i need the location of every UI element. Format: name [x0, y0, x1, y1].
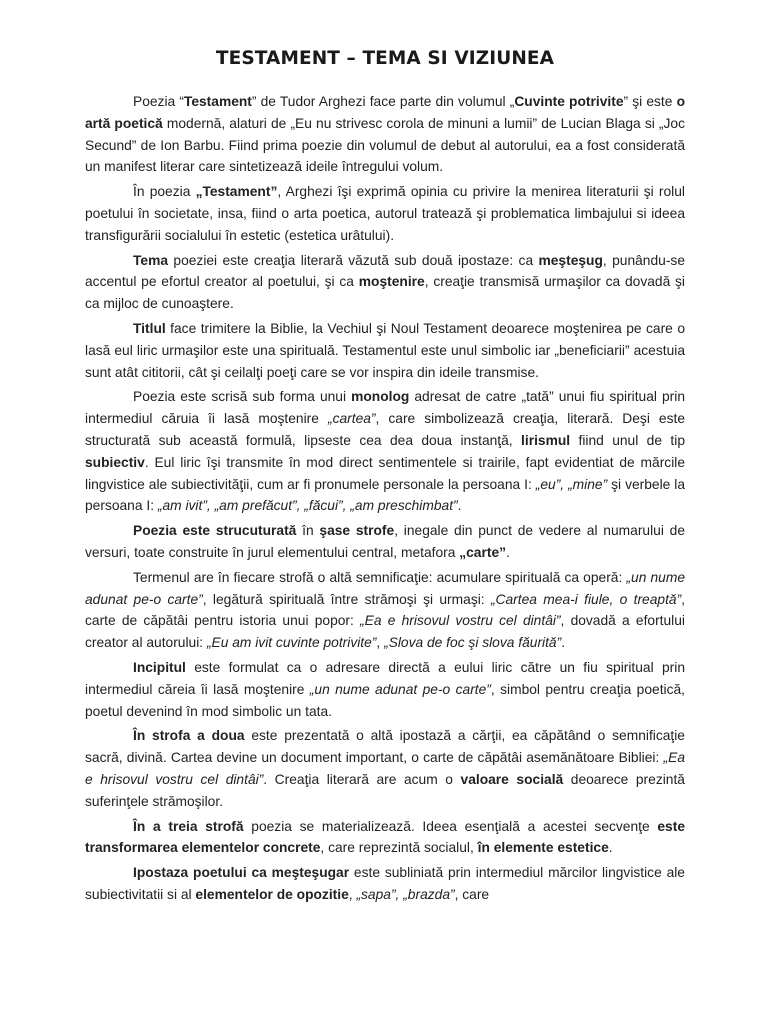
bold-run: Cuvinte potrivite [514, 94, 624, 109]
italic-run: „eu”, „mine” [535, 476, 608, 492]
text-run: , simbol pentru creaţia poetică, poetul devenind în mod simbolic un tata. [85, 681, 686, 719]
italic-run: „Ea e hrisovul vostru cel dintâi” [360, 613, 561, 629]
bold-run: monolog [351, 389, 410, 405]
bold-run: elementelor de opozitie [195, 886, 349, 902]
text-run: , creaţie transmisă urmaşilor ca dovadă şi ca mijloc de cunoaştere. [85, 274, 685, 312]
text-run: fiind unul de tip [570, 432, 685, 448]
text-run: Poezia este scrisă sub forma unui [133, 389, 352, 405]
text-run: modernă, alaturi de „Eu nu strivesc corola de minuni a lumii” de Lucian Blaga si „Joc Secund” de Ion Barbu. Fiind prima poezie din volumul de debut al autorului, ea a fost considerată un manifest literar care sintetizează ideile întregului volum. [85, 115, 686, 175]
text-run: Termenul are în fiecare strofă o altă semnificaţie: acumulare spirituală ca operă: [133, 569, 627, 585]
text-run: , legătură spirituală între strămoşi şi urmaşi: [202, 591, 491, 607]
paragraph-incipitul [85, 657, 685, 722]
text-run: , [376, 635, 385, 651]
italic-run: „un nume adunat pe-o carte” [309, 681, 491, 697]
bold-run: moştenire [358, 274, 425, 290]
text-run: . [608, 840, 613, 856]
bold-run: meşteşug [538, 252, 603, 268]
paragraph-tema [85, 250, 685, 315]
text-run: , punându-se accentul pe efortul creator al poetului, şi ca [85, 252, 685, 290]
paragraph-strofe [85, 520, 685, 564]
bold-run: Ipostaza poetului ca meşteşugar [133, 865, 350, 881]
bold-run: „carte” [459, 544, 507, 560]
text-run: , inegale din punct de vedere al numarului de versuri, toate construite în jurul elementului central, metafora [85, 523, 686, 560]
italic-run: „un nume adunat pe-o carte” [85, 569, 685, 607]
text-run: , care [454, 886, 490, 902]
text-run: În poezia [133, 184, 196, 200]
text-run: . Creaţia literară are acum o [263, 771, 461, 787]
text-run: poeziei este creaţia literară văzută sub două ipostaze: ca [168, 252, 539, 268]
text-run: , Arghezi îşi exprimă opinia cu privire la menirea literaturii şi rolul poetului în societate, insa, fiind o arta poetica, autorul tratează şi problematica limbajului si ideea transfigurării socialului în estetic (estetica urâtului). [85, 184, 685, 243]
paragraph-strofa3 [85, 816, 685, 860]
text-run: este subliniată prin intermediul mărcilor lingvistice ale subiectivitatii si al [85, 865, 685, 902]
paragraph-strofa2 [85, 725, 685, 812]
text-run: . [561, 635, 566, 651]
bold-run: lirismul [521, 432, 571, 448]
bold-run: „Testament” [195, 184, 278, 200]
bold-run: şase strofe [319, 523, 395, 539]
text-run: , dovadă a efortului creator al autorului: [85, 613, 685, 651]
paragraph-ipostaza [85, 862, 685, 906]
italic-run: „Slova de foc şi slova făurită” [384, 635, 562, 651]
italic-run: „cartea” [327, 411, 376, 427]
text-run: poezia se materializează. Ideea esenţială a acestei secvenţe [243, 818, 658, 834]
text-run: face trimitere la Biblie, la Vechiul şi Noul Testament deoarece moştenirea pe care o lasă eul liric urmaşilor este una spirituală. Testamentul este unul simbolic iar „beneficiarii” acestuia sunt atât cititorii, cât şi ceilalţi poeţi care se vor inspira din ideile transmise. [85, 320, 685, 380]
text-run: , care simbolizează creaţia, literară. Deşi este structurată sub această formulă, lipseste cea dea doua instanţă, [85, 411, 685, 448]
italic-run: „Ea e hrisovul vostru cel dintâi” [85, 750, 685, 787]
bold-run: În a treia strofă [133, 818, 244, 834]
paragraph-titlul [85, 318, 685, 383]
paragraph-monolog [85, 386, 685, 517]
text-run: ” şi este [623, 94, 677, 109]
bold-run: valoare socială [460, 771, 564, 787]
text-run: . Eul liric îşi transmite în mod direct sentimentele si trairile, fapt evidentiat de mărcile lingvistice ale subiectivităţii, cum ar fi pronumele personale la persoana I: [85, 454, 685, 492]
text-run: deoarece prezintă suferinţele strămoşilor. [85, 771, 685, 809]
text-run: în [296, 523, 320, 539]
bold-run: este transformarea elementelor concrete [85, 818, 685, 856]
text-run: şi verbele la persoana I: [85, 476, 686, 514]
text-run: , care reprezintă socialul, [320, 840, 478, 856]
text-run: adresat de catre „tată” unui fiu spiritual prin intermediul căruia îi lasă moştenire [85, 389, 686, 427]
bold-run: subiectiv [85, 454, 145, 470]
bold-run: Tema [133, 252, 169, 268]
text-run: , [348, 886, 357, 902]
italic-run: „Eu am ivit cuvinte potrivite” [206, 635, 377, 651]
text-run: . [457, 498, 462, 514]
bold-run: în elemente estetice [477, 840, 609, 856]
italic-run: „am ivit”, „am prefăcut”, „făcui”, „am preschimbat” [157, 498, 458, 514]
italic-run: „sapa”, „brazda” [356, 886, 455, 902]
paragraph-opinion [85, 181, 685, 246]
bold-run: Poezia este strucuturată [133, 523, 297, 539]
bold-run: o artă poetică [85, 94, 685, 131]
bold-run: În strofa a doua [133, 728, 245, 744]
text-run: Poezia “ [133, 94, 184, 109]
text-run: este prezentată o altă ipostază a cărţii, ea căpătând o semnificaţie sacră, divină. Cartea devine un document important, o carte de căpătâi asemănătoare Bibliei: [85, 728, 685, 766]
text-run: , carte de căpătâi pentru istoria unui popor: [85, 591, 686, 629]
text-run: ” de Tudor Arghezi face parte din volumul „ [251, 94, 515, 109]
italic-run: „Cartea mea-i fiule, o treaptă” [490, 591, 682, 607]
paragraph-intro [85, 91, 685, 178]
document-body [85, 91, 685, 906]
bold-run: Testament [183, 94, 252, 109]
text-run: . [506, 544, 510, 560]
text-run: este formulat ca o adresare directă a eului liric către un fiu spiritual prin intermediul căreia îi lasă moştenire [85, 659, 685, 697]
paragraph-termenul [85, 567, 685, 654]
document-title: TESTAMENT – TEMA SI VIZIUNEA [215, 48, 555, 69]
bold-run: Titlul [133, 320, 166, 336]
bold-run: Incipitul [133, 659, 186, 675]
